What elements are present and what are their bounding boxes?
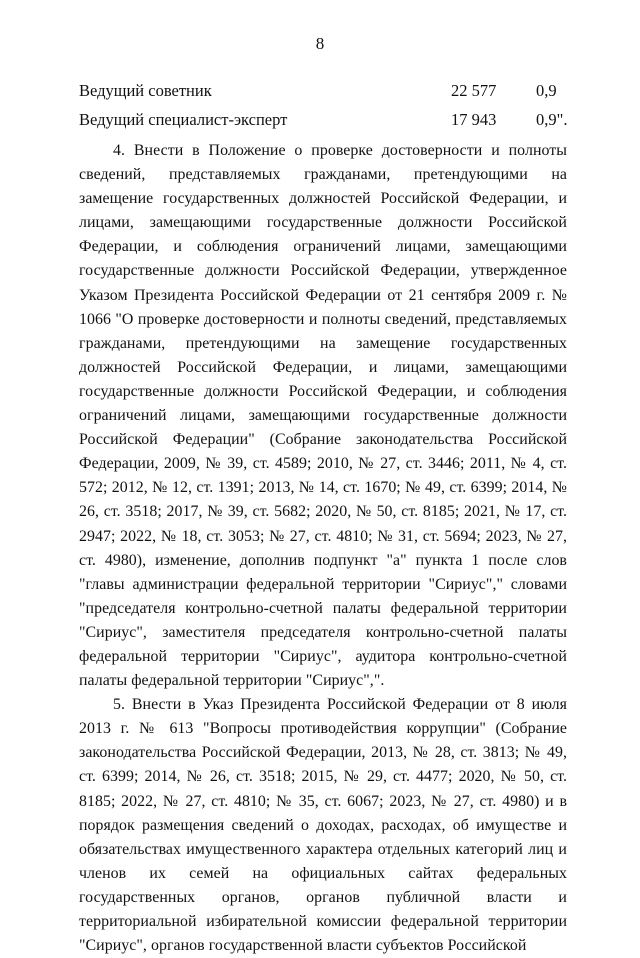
position-title: Ведущий советник	[79, 81, 212, 100]
position-title: Ведущий специалист-эксперт	[79, 110, 288, 129]
document-body	[79, 139, 567, 958]
paragraph-4: 4. Внести в Положение о проверке достоверности и полноты сведений, представляемых гражданами, претендующими на замещение государственных должностей Российской Федерации, и лицами, замещающими государственные должности Российской Федерации, и соблюдения ограничений лицами, замещающими государственные должности Российской Федерации, утвержденное Указом Президента Российской Федерации от 21 сентября 2009 г. № 1066 "О проверке достоверности и полноты сведений, представляемых гражданами, претендующими на замещение государственных должностей Российской Федерации, и лицами, замещающими государственные должности Российской Федерации, и соблюдения ограничений лицами, замещающими государственные должности Российской Федерации" (Собрание законодательства Российской Федерации, 2009, № 39, ст. 4589; 2010, № 27, ст. 3446; 2011, № 4, ст. 572; 2012, № 12, ст. 1391; 2013, № 14, ст. 1670; № 49, ст. 6399; 2014, № 26, ст. 3518; 2017, № 39, ст. 5682; 2020, № 50, ст. 8185; 2021, № 17, ст. 2947; 2022, № 18, ст. 3053; № 27, ст. 4810; № 31, ст. 5694; 2023, № 27, ст. 4980), изменение, дополнив подпункт "а" пункта 1 после слов "главы администрации федеральной территории "Сириус"," словами "председателя контрольно-счетной палаты федеральной территории "Сириус", заместителя председателя контрольно-счетной палаты федеральной территории "Сириус", аудитора контрольно-счетной палаты федеральной территории "Сириус",".	[79, 142, 567, 690]
table-row	[79, 108, 569, 132]
coefficient-value: 0,9	[536, 81, 557, 100]
coefficient-value: 0,9".	[536, 110, 568, 129]
paragraph-5: 5. Внести в Указ Президента Российской Федерации от 8 июля 2013 г. № 613 "Вопросы противодействия коррупции" (Собрание законодательства Российской Федерации, 2013, № 28, ст. 3813; № 49, ст. 6399; 2014, № 26, ст. 3518; 2015, № 29, ст. 4477; 2020, № 50, ст. 8185; 2022, № 27, ст. 4810; № 35, ст. 6067; 2023, № 27, ст. 4980) и в порядок размещения сведений о доходах, расходах, об имуществе и обязательствах имущественного характера отдельных категорий лиц и членов их семей на официальных сайтах федеральных государственных органов, органов публичной власти и территориальной избирательной комиссии федеральной территории "Сириус", органов государственной власти субъектов Российской	[79, 696, 567, 955]
page-number: 8	[315, 34, 325, 53]
salary-value: 22 577	[451, 81, 497, 100]
table-row	[79, 79, 569, 103]
salary-value: 17 943	[451, 110, 497, 129]
